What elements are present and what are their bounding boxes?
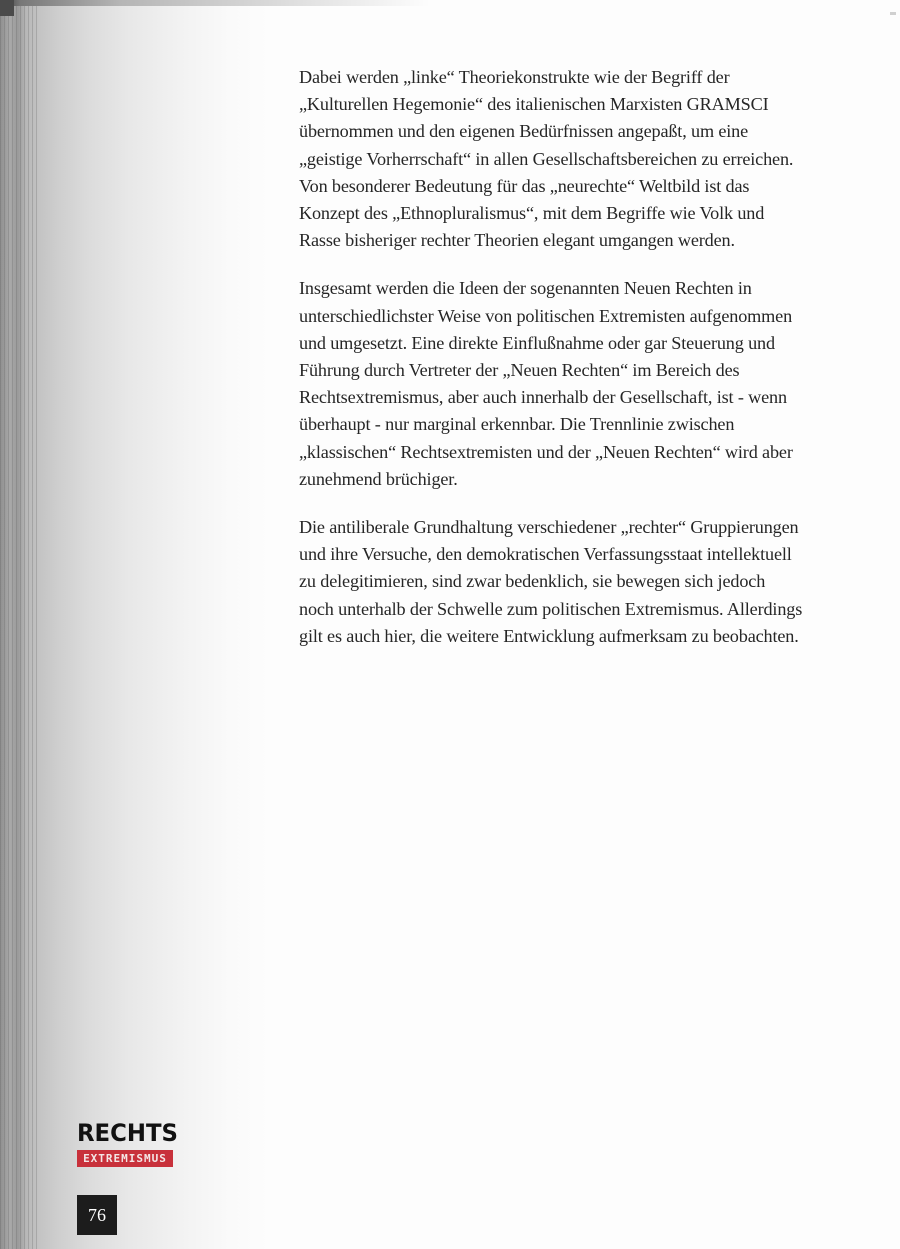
rechtsextremismus-logo: [75, 1117, 178, 1169]
logo-subtitle: EXTREMISMUS: [83, 1152, 167, 1165]
page-edge-lines: [0, 0, 40, 1249]
scan-mark: [890, 12, 896, 15]
logo-word: RECHTS: [77, 1119, 178, 1147]
page-number: 76: [77, 1195, 117, 1235]
binding-gutter: [0, 0, 270, 1249]
paragraph-3: Die antiliberale Grundhaltung verschiedener „rechter“ Gruppierungen und ihre Versuche, den demokratischen Verfassungsstaat intellektuell zu delegitimieren, sind zwar bedenklich, sie bewegen sich jedoch noch unterhalb der Schwelle zum politischen Extremismus. Allerdings gilt es auch hier, die weitere Entwicklung aufmerksam zu beobachten.: [299, 517, 803, 646]
paragraph-2: Insgesamt werden die Ideen der sogenannten Neuen Rechten in unterschiedlichster Weise von politischen Extremisten aufgenommen und umgesetzt. Eine direkte Einflußnahme oder gar Steuerung und Führung durch Vertreter der „Neuen Rechten“ im Bereich des Rechtsextremismus, aber auch innerhalb der Gesellschaft, ist - wenn überhaupt - nur marginal erkennbar. Die Trennlinie zwischen „klassischen“ Rechtsextremisten und der „Neuen Rechten“ wird aber zunehmend brüchiger.: [299, 278, 793, 489]
top-page-edge: [0, 0, 430, 6]
paragraph-1: Dabei werden „linke“ Theoriekonstrukte wie der Begriff der „Kulturellen Hegemonie“ des italienischen Marxisten GRAMSCI übernommen und den eigenen Bedürfnissen angepaßt, um eine „geistige Vorherrschaft“ in allen Gesellschaftsbereichen zu erreichen. Von besonderer Bedeutung für das „neurechte“ Weltbild ist das Konzept des „Ethnopluralismus“, mit dem Begriffe wie Volk und Rasse bisheriger rechter Theorien elegant umgangen werden.: [299, 67, 794, 251]
corner-shadow: [0, 0, 14, 16]
body-text: [299, 64, 804, 671]
